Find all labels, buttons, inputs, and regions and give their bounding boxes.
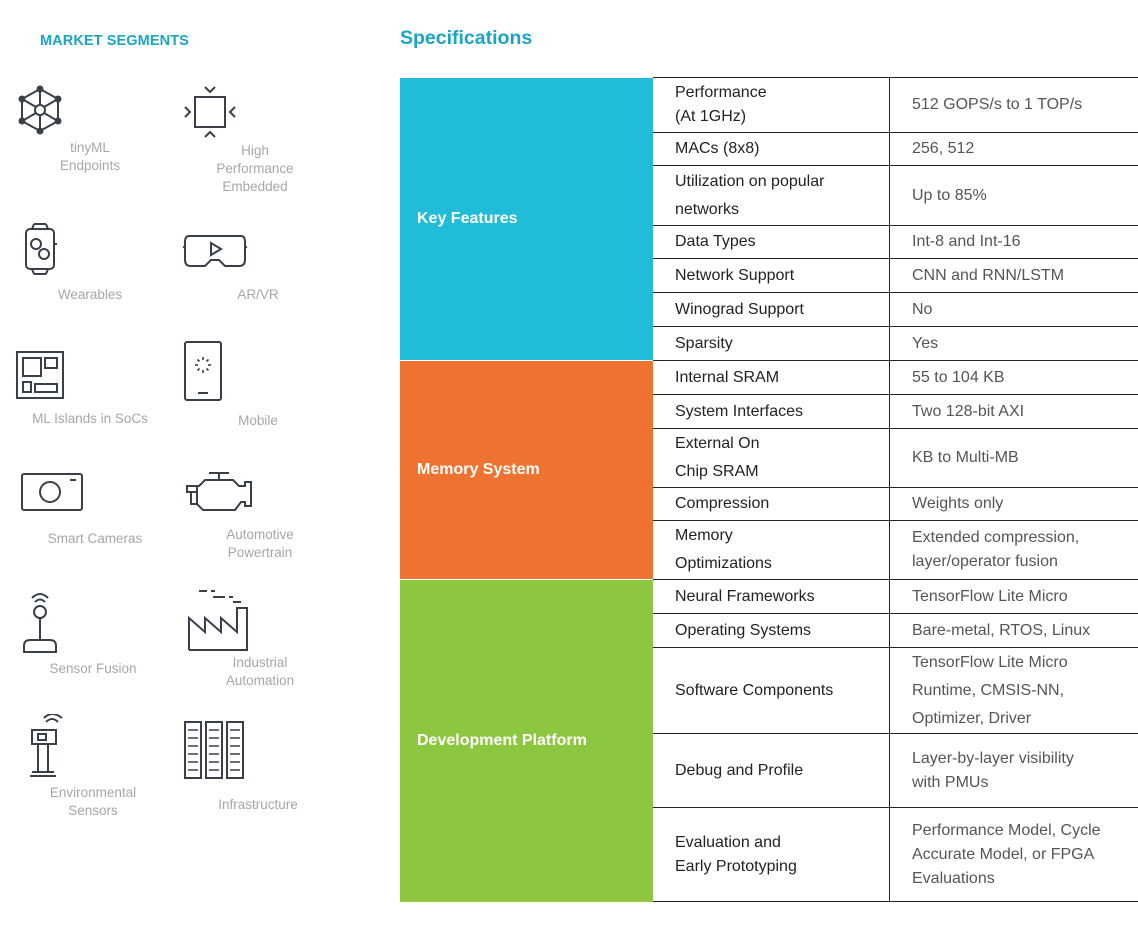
spec-field: Data Types: [653, 226, 890, 259]
market-segments-heading: MARKET SEGMENTS: [40, 33, 189, 49]
spec-value: Performance Model, Cycle Accurate Model, or FPGA Evaluations: [890, 808, 1138, 902]
spec-row: [400, 361, 1138, 395]
segment-label: AR/VR: [237, 287, 279, 302]
spec-value: 512 GOPS/s to 1 TOP/s: [890, 78, 1138, 133]
chip-expand-icon: [180, 82, 330, 142]
spec-field: Neural Frameworks: [653, 580, 890, 614]
network-sphere-icon: [15, 85, 165, 135]
segment-smart-cameras: [20, 470, 170, 548]
spec-value: 256, 512: [890, 133, 1138, 166]
spec-field: Network Support: [653, 259, 890, 293]
spec-field: Evaluation and Early Prototyping: [653, 808, 890, 902]
spec-field: Operating Systems: [653, 614, 890, 648]
server-rack-icon: [183, 720, 333, 782]
segment-label: Infrastructure: [218, 797, 298, 812]
category-key-features: Key Features: [400, 78, 653, 361]
segment-label: Smart Cameras: [47, 531, 143, 546]
spec-value: CNN and RNN/LSTM: [890, 259, 1138, 293]
segment-label: Wearables: [57, 287, 123, 302]
segment-tinyml-endpoints: [15, 85, 165, 175]
segment-wearables: [15, 222, 165, 304]
vr-headset-icon: [183, 230, 333, 270]
spec-value: Up to 85%: [890, 166, 1138, 226]
segment-label: Sensor Fusion: [49, 661, 137, 676]
weather-station-icon: [18, 714, 168, 780]
spec-row: [400, 580, 1138, 614]
smartwatch-icon: [15, 222, 165, 276]
spec-value: TensorFlow Lite Micro: [890, 580, 1138, 614]
spec-value: Yes: [890, 327, 1138, 361]
spec-field: Performance (At 1GHz): [653, 78, 890, 133]
segment-environmental-sensors: [18, 714, 168, 820]
spec-field: Debug and Profile: [653, 734, 890, 808]
specifications-table: [400, 77, 1105, 902]
joystick-sensor-icon: [18, 590, 168, 654]
spec-value: Extended compression, layer/operator fusion: [890, 521, 1138, 580]
segment-infrastructure: [183, 720, 333, 814]
category-development-platform: Development Platform: [400, 580, 653, 902]
segment-ml-islands: [15, 350, 165, 428]
spec-value: No: [890, 293, 1138, 327]
segment-label: Automotive Powertrain: [226, 527, 294, 560]
spec-field: System Interfaces: [653, 395, 890, 429]
segment-label: ML Islands in SoCs: [32, 411, 148, 426]
spec-field: Compression: [653, 488, 890, 521]
segment-label: tinyML Endpoints: [59, 140, 121, 173]
spec-field: Utilization on popular networks: [653, 166, 890, 226]
spec-value: KB to Multi-MB: [890, 429, 1138, 488]
engine-icon: [185, 470, 335, 514]
spec-field: Sparsity: [653, 327, 890, 361]
factory-icon: [185, 588, 335, 652]
soc-layout-icon: [15, 350, 165, 400]
segment-high-performance-embedded: [180, 82, 330, 196]
smartphone-icon: [183, 340, 333, 402]
segment-sensor-fusion: [18, 590, 168, 678]
spec-value: Int-8 and Int-16: [890, 226, 1138, 259]
segment-industrial-automation: [185, 588, 335, 690]
category-memory-system: Memory System: [400, 361, 653, 580]
segment-mobile: [183, 340, 333, 430]
spec-field: Winograd Support: [653, 293, 890, 327]
spec-field: MACs (8x8): [653, 133, 890, 166]
segment-label: Mobile: [238, 413, 278, 428]
spec-value: TensorFlow Lite Micro Runtime, CMSIS-NN, Optimizer, Driver: [890, 648, 1138, 734]
spec-field: Memory Optimizations: [653, 521, 890, 580]
spec-field: Internal SRAM: [653, 361, 890, 395]
segment-label: High Performance Embedded: [216, 143, 294, 194]
spec-value: Two 128-bit AXI: [890, 395, 1138, 429]
segment-label: Industrial Automation: [225, 655, 295, 688]
spec-value: Bare-metal, RTOS, Linux: [890, 614, 1138, 648]
specifications-heading: Specifications: [400, 27, 533, 49]
spec-field: External On Chip SRAM: [653, 429, 890, 488]
spec-field: Software Components: [653, 648, 890, 734]
segment-ar-vr: [183, 230, 333, 304]
segment-label: Environmental Sensors: [49, 785, 137, 818]
camera-icon: [20, 470, 170, 514]
spec-value: Layer-by-layer visibility with PMUs: [890, 734, 1138, 808]
spec-value: 55 to 104 KB: [890, 361, 1138, 395]
spec-row: [400, 78, 1138, 133]
segment-automotive-powertrain: [185, 470, 335, 562]
spec-value: Weights only: [890, 488, 1138, 521]
